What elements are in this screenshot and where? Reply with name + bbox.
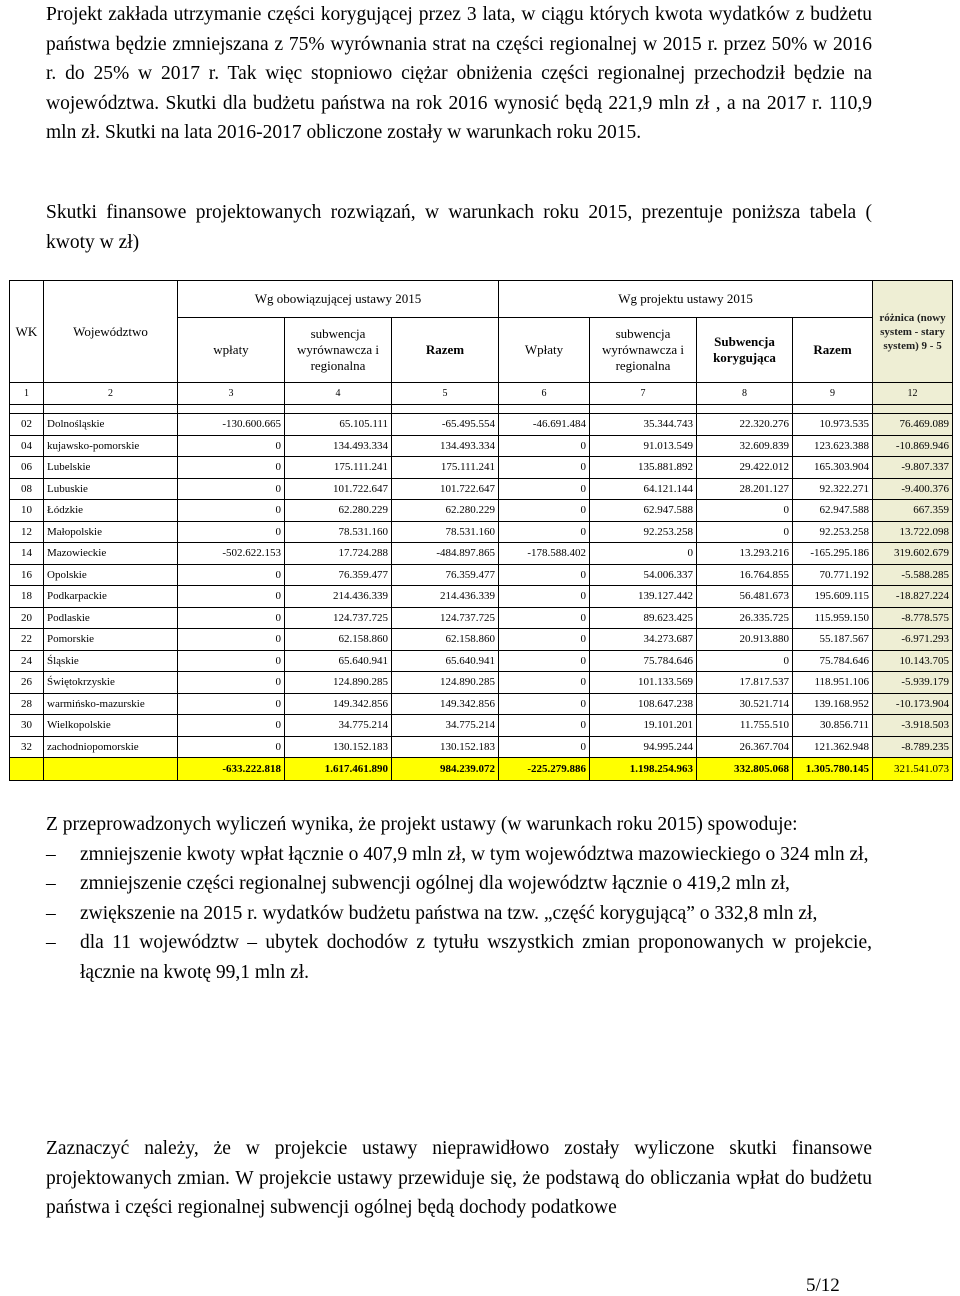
cell-wplaty: 0 [178, 672, 285, 694]
table-row [10, 543, 953, 565]
cell-subw2: 94.995.244 [590, 736, 697, 758]
cell-name: Małopolskie [44, 521, 178, 543]
cell-razem: 130.152.183 [392, 736, 499, 758]
cell-razem2: 195.609.115 [793, 586, 873, 608]
cell-wk: 30 [10, 715, 44, 737]
cell-razem: 175.111.241 [392, 457, 499, 479]
cell-kor: 26.367.704 [697, 736, 793, 758]
table-row [10, 521, 953, 543]
cell-kor: 30.521.714 [697, 693, 793, 715]
cell-wk: 22 [10, 629, 44, 651]
dash-bullet-icon: – [46, 902, 56, 924]
column-number: 4 [285, 383, 392, 405]
column-number: 6 [499, 383, 590, 405]
cell-razem2: 92.322.271 [793, 478, 873, 500]
cell-wplaty: 0 [178, 586, 285, 608]
cell-diff: 667.359 [873, 500, 953, 522]
cell-subw2: 54.006.337 [590, 564, 697, 586]
cell-kor: 11.755.510 [697, 715, 793, 737]
cell-wplaty2: 0 [499, 607, 590, 629]
total-wplaty-project: -225.279.886 [499, 758, 590, 781]
cell-diff: -5.939.179 [873, 672, 953, 694]
conclusions-lead: Z przeprowadzonych wyliczeń wynika, że projekt ustawy (w warunkach roku 2015) spowoduje: [46, 814, 798, 835]
cell-diff: 319.602.679 [873, 543, 953, 565]
cell-kor: 26.335.725 [697, 607, 793, 629]
cell-razem2: 121.362.948 [793, 736, 873, 758]
table-body [10, 405, 953, 758]
cell-diff: -9.807.337 [873, 457, 953, 479]
cell-kor: 22.320.276 [697, 414, 793, 436]
cell-wplaty: 0 [178, 478, 285, 500]
cell-subw2: 75.784.646 [590, 650, 697, 672]
cell-wplaty2: 0 [499, 693, 590, 715]
cell-razem: 124.737.725 [392, 607, 499, 629]
cell-razem2: 70.771.192 [793, 564, 873, 586]
cell-kor: 0 [697, 521, 793, 543]
cell-name: Śląskie [44, 650, 178, 672]
cell-razem: 76.359.477 [392, 564, 499, 586]
cell-razem2: 118.951.106 [793, 672, 873, 694]
cell-diff: -6.971.293 [873, 629, 953, 651]
cell-wplaty: 0 [178, 564, 285, 586]
cell-kor: 13.293.216 [697, 543, 793, 565]
cell-subw2: 62.947.588 [590, 500, 697, 522]
conclusion-item [46, 840, 872, 870]
cell-name: Łódzkie [44, 500, 178, 522]
cell-wplaty: 0 [178, 457, 285, 479]
column-number: 7 [590, 383, 697, 405]
cell-razem2: 10.973.535 [793, 414, 873, 436]
cell-subw: 76.359.477 [285, 564, 392, 586]
cell-wplaty2: 0 [499, 650, 590, 672]
cell-name: Podlaskie [44, 607, 178, 629]
cell-wk: 06 [10, 457, 44, 479]
closing-paragraph: Zaznaczyć należy, że w projekcie ustawy nieprawidłowo zostały wyliczone skutki finansowe projektowanych zmian. W projekcie ustawy przewiduje się, że podstawą do obliczania wpłat do budżetu państwa i części regionalnej subwencji ogólnej będą dochody podatkowe [46, 1138, 872, 1218]
conclusion-text: zmniejszenie części regionalnej subwencji ogólnej dla województw łącznie o 419,2 mln zł, [80, 873, 790, 894]
conclusion-text: zwiększenie na 2015 r. wydatków budżetu państwa na tzw. „część korygującą” o 332,8 mln zł, [80, 902, 818, 924]
cell-subw2: 92.253.258 [590, 521, 697, 543]
cell-wplaty: 0 [178, 607, 285, 629]
cell-razem: -484.897.865 [392, 543, 499, 565]
table-row [10, 478, 953, 500]
cell-wk: 14 [10, 543, 44, 565]
header-difference: różnica (nowy system - stary system) 9 - 5 [873, 281, 953, 383]
cell-diff: -8.789.235 [873, 736, 953, 758]
page-number: 5/12 [806, 1275, 840, 1296]
total-razem-project: 1.305.780.145 [793, 758, 873, 781]
cell-razem: 134.493.334 [392, 435, 499, 457]
cell-diff: 76.469.089 [873, 414, 953, 436]
table-row [10, 736, 953, 758]
cell-razem2: -165.295.186 [793, 543, 873, 565]
cell-razem: 65.640.941 [392, 650, 499, 672]
table-row [10, 457, 953, 479]
cell-wk: 10 [10, 500, 44, 522]
cell-subw: 134.493.334 [285, 435, 392, 457]
cell-wk: 32 [10, 736, 44, 758]
cell-diff: -10.173.904 [873, 693, 953, 715]
header-subwencja-regionalna-project: subwencja wyrównawcza i regionalna [590, 318, 697, 383]
cell-name: Opolskie [44, 564, 178, 586]
cell-razem: 78.531.160 [392, 521, 499, 543]
column-number: 8 [697, 383, 793, 405]
cell-razem: 62.158.860 [392, 629, 499, 651]
cell-kor: 16.764.855 [697, 564, 793, 586]
table-row [10, 672, 953, 694]
cell-wk: 12 [10, 521, 44, 543]
table-row [10, 435, 953, 457]
cell-wplaty: -502.622.153 [178, 543, 285, 565]
table-row [10, 693, 953, 715]
cell-diff: 10.143.705 [873, 650, 953, 672]
cell-subw2: 139.127.442 [590, 586, 697, 608]
cell-wplaty2: 0 [499, 564, 590, 586]
cell-razem: 214.436.339 [392, 586, 499, 608]
cell-wplaty2: 0 [499, 629, 590, 651]
cell-diff: -9.400.376 [873, 478, 953, 500]
column-number: 1 [10, 383, 44, 405]
cell-subw: 62.158.860 [285, 629, 392, 651]
cell-razem2: 115.959.150 [793, 607, 873, 629]
table-row [10, 586, 953, 608]
cell-razem2: 165.303.904 [793, 457, 873, 479]
cell-wplaty2: 0 [499, 672, 590, 694]
table-row [10, 650, 953, 672]
cell-wplaty: 0 [178, 650, 285, 672]
table-intro-paragraph: Skutki finansowe projektowanych rozwiązań, w warunkach roku 2015, prezentuje poniższa tabela ( kwoty w zł) [46, 202, 872, 253]
cell-name: Dolnośląskie [44, 414, 178, 436]
cell-kor: 29.422.012 [697, 457, 793, 479]
header-subwencja-korygujaca: Subwencja korygująca [697, 318, 793, 383]
cell-subw: 130.152.183 [285, 736, 392, 758]
cell-diff: -8.778.575 [873, 607, 953, 629]
column-number: 2 [44, 383, 178, 405]
cell-wplaty: 0 [178, 435, 285, 457]
cell-wplaty: 0 [178, 736, 285, 758]
table-row [10, 414, 953, 436]
cell-wplaty: 0 [178, 521, 285, 543]
cell-wk: 16 [10, 564, 44, 586]
header-wplaty: wpłaty [178, 318, 285, 383]
dash-bullet-icon: – [46, 843, 56, 865]
cell-subw2: 101.133.569 [590, 672, 697, 694]
table-row [10, 629, 953, 651]
cell-kor: 17.817.537 [697, 672, 793, 694]
cell-wplaty2: 0 [499, 586, 590, 608]
cell-name: warmińsko-mazurskie [44, 693, 178, 715]
cell-razem: 101.722.647 [392, 478, 499, 500]
cell-razem: 124.890.285 [392, 672, 499, 694]
column-number: 9 [793, 383, 873, 405]
cell-name: kujawsko-pomorskie [44, 435, 178, 457]
header-subwencja-regionalna: subwencja wyrównawcza i regionalna [285, 318, 392, 383]
cell-subw2: 19.101.201 [590, 715, 697, 737]
cell-wk: 24 [10, 650, 44, 672]
cell-subw: 149.342.856 [285, 693, 392, 715]
cell-razem2: 55.187.567 [793, 629, 873, 651]
header-wplaty-project: Wpłaty [499, 318, 590, 383]
cell-diff: -5.588.285 [873, 564, 953, 586]
column-number: 12 [873, 383, 953, 405]
cell-kor: 32.609.839 [697, 435, 793, 457]
cell-subw2: 91.013.549 [590, 435, 697, 457]
header-group-project: Wg projektu ustawy 2015 [499, 281, 873, 318]
column-number: 3 [178, 383, 285, 405]
intro-paragraph: Projekt zakłada utrzymanie części korygującej przez 3 lata, w ciągu których kwota wydatków z budżetu państwa będzie zmniejszana z 75% wyrównania strat na części regionalnej w 2015 r. przez 50% w 2016 r. do 25% w 2017 r. Tak więc stopniowo ciężar obniżenia części regionalnej przechodził będzie na województwa. Skutki dla budżetu państwa na rok 2016 wynosić będą 221,9 mln zł , a na 2017 r. 110,9 mln zł. Skutki na lata 2016-2017 obliczone zostały w warunkach roku 2015. [46, 4, 872, 143]
cell-subw: 17.724.288 [285, 543, 392, 565]
cell-subw: 62.280.229 [285, 500, 392, 522]
cell-name: Lubelskie [44, 457, 178, 479]
cell-kor: 0 [697, 500, 793, 522]
cell-subw2: 0 [590, 543, 697, 565]
conclusion-text: zmniejszenie kwoty wpłat łącznie o 407,9 mln zł, w tym województwa mazowieckiego o 324 mln zł, [80, 843, 869, 865]
cell-diff: 13.722.098 [873, 521, 953, 543]
total-subwencja-project: 1.198.254.963 [590, 758, 697, 781]
cell-razem: 34.775.214 [392, 715, 499, 737]
cell-wplaty2: 0 [499, 457, 590, 479]
cell-subw: 65.640.941 [285, 650, 392, 672]
header-razem-project: Razem [793, 318, 873, 383]
cell-wplaty: 0 [178, 629, 285, 651]
cell-wplaty: -130.600.665 [178, 414, 285, 436]
cell-diff: -3.918.503 [873, 715, 953, 737]
cell-subw: 124.890.285 [285, 672, 392, 694]
cell-razem2: 92.253.258 [793, 521, 873, 543]
cell-diff: -18.827.224 [873, 586, 953, 608]
header-wk: WK [10, 281, 44, 383]
cell-wplaty2: 0 [499, 521, 590, 543]
cell-wplaty: 0 [178, 693, 285, 715]
cell-wplaty2: 0 [499, 500, 590, 522]
cell-diff: -10.869.946 [873, 435, 953, 457]
cell-name: zachodniopomorskie [44, 736, 178, 758]
cell-razem2: 139.168.952 [793, 693, 873, 715]
cell-wplaty2: 0 [499, 736, 590, 758]
cell-subw: 34.775.214 [285, 715, 392, 737]
header-group-current: Wg obowiązującej ustawy 2015 [178, 281, 499, 318]
cell-subw2: 34.273.687 [590, 629, 697, 651]
cell-wk: 04 [10, 435, 44, 457]
total-razem: 984.239.072 [392, 758, 499, 781]
cell-subw2: 108.647.238 [590, 693, 697, 715]
cell-razem: -65.495.554 [392, 414, 499, 436]
header-wojewodztwo: Województwo [44, 281, 178, 383]
cell-subw2: 89.623.425 [590, 607, 697, 629]
cell-subw2: 64.121.144 [590, 478, 697, 500]
cell-wplaty: 0 [178, 500, 285, 522]
totals-row [10, 758, 953, 781]
cell-razem: 62.280.229 [392, 500, 499, 522]
dash-bullet-icon: – [46, 932, 56, 953]
cell-wk: 28 [10, 693, 44, 715]
cell-name: Świętokrzyskie [44, 672, 178, 694]
total-wplaty: -633.222.818 [178, 758, 285, 781]
cell-subw: 101.722.647 [285, 478, 392, 500]
cell-subw: 214.436.339 [285, 586, 392, 608]
cell-subw2: 35.344.743 [590, 414, 697, 436]
cell-subw: 124.737.725 [285, 607, 392, 629]
conclusions-list [46, 840, 872, 988]
cell-subw: 175.111.241 [285, 457, 392, 479]
cell-wplaty2: 0 [499, 435, 590, 457]
table-row [10, 715, 953, 737]
table-row [10, 564, 953, 586]
cell-wk: 20 [10, 607, 44, 629]
conclusion-item [46, 899, 872, 929]
dash-bullet-icon: – [46, 873, 56, 894]
cell-wplaty: 0 [178, 715, 285, 737]
cell-kor: 56.481.673 [697, 586, 793, 608]
total-korygujaca: 332.805.068 [697, 758, 793, 781]
cell-subw: 65.105.111 [285, 414, 392, 436]
cell-razem2: 30.856.711 [793, 715, 873, 737]
financial-effects-table [9, 280, 953, 781]
cell-name: Lubuskie [44, 478, 178, 500]
cell-razem2: 62.947.588 [793, 500, 873, 522]
cell-name: Podkarpackie [44, 586, 178, 608]
cell-name: Mazowieckie [44, 543, 178, 565]
cell-razem2: 75.784.646 [793, 650, 873, 672]
column-numbers-row [10, 383, 953, 405]
cell-subw: 78.531.160 [285, 521, 392, 543]
table-row [10, 500, 953, 522]
cell-name: Wielkopolskie [44, 715, 178, 737]
cell-wk: 02 [10, 414, 44, 436]
cell-wplaty2: 0 [499, 478, 590, 500]
column-number: 5 [392, 383, 499, 405]
cell-razem2: 123.623.388 [793, 435, 873, 457]
conclusion-item [46, 869, 872, 899]
cell-wplaty2: -46.691.484 [499, 414, 590, 436]
conclusions-block [46, 810, 872, 987]
cell-wk: 18 [10, 586, 44, 608]
table-row [10, 607, 953, 629]
cell-name: Pomorskie [44, 629, 178, 651]
cell-wplaty2: 0 [499, 715, 590, 737]
cell-subw2: 135.881.892 [590, 457, 697, 479]
conclusion-text: dla 11 województw – ubytek dochodów z tytułu wszystkich zmian proponowanych w projekcie, łącznie na kwotę 99,1 mln zł. [80, 932, 872, 983]
cell-razem: 149.342.856 [392, 693, 499, 715]
cell-kor: 0 [697, 650, 793, 672]
total-difference: 321.541.073 [873, 758, 953, 781]
cell-wk: 26 [10, 672, 44, 694]
conclusion-item [46, 928, 872, 987]
total-subwencja: 1.617.461.890 [285, 758, 392, 781]
cell-kor: 28.201.127 [697, 478, 793, 500]
cell-kor: 20.913.880 [697, 629, 793, 651]
header-razem: Razem [392, 318, 499, 383]
cell-wk: 08 [10, 478, 44, 500]
cell-wplaty2: -178.588.402 [499, 543, 590, 565]
